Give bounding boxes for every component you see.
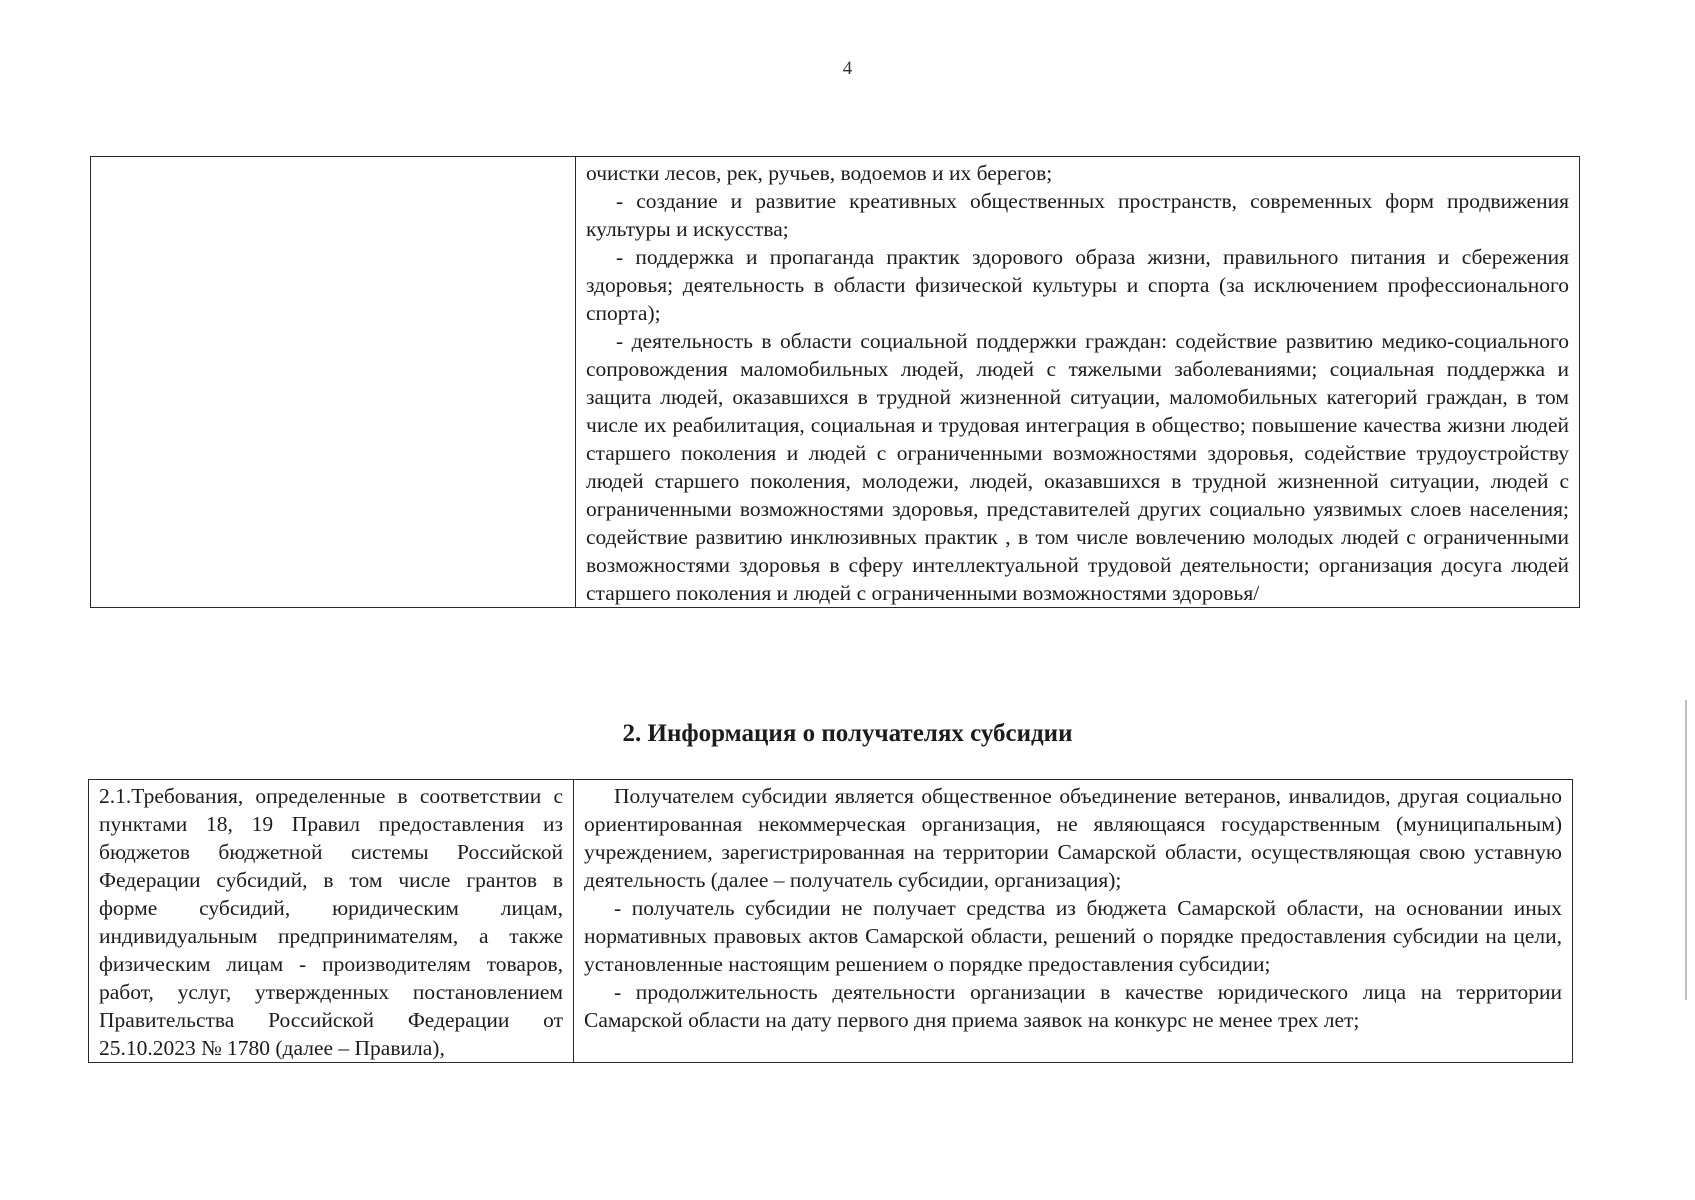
table-cell-activities xyxy=(576,157,1580,608)
paragraph: - создание и развитие креативных общественных пространств, современных форм продвижения культуры и искусства; xyxy=(586,189,1569,241)
scan-edge-line xyxy=(1685,700,1687,1000)
paragraph: очистки лесов, рек, ручьев, водоемов и их берегов; xyxy=(586,161,1053,185)
page-number: 4 xyxy=(842,58,853,79)
paragraph: - поддержка и пропаганда практик здорового образа жизни, правильного питания и сбережения здоровья; деятельность в области физической культуры и спорта (за исключением профессионального спорта); xyxy=(586,245,1569,325)
paragraph: - получатель субсидии не получает средства из бюджета Самарской области, на основании иных нормативных правовых актов Самарской области, решений о порядке предоставления субсидии на цели, установленные настоящим решением о порядке предоставления субсидии; xyxy=(584,896,1562,976)
table-row xyxy=(91,157,1580,608)
table-row xyxy=(89,780,1573,1063)
recipient-info-cell xyxy=(574,780,1573,1063)
section-heading: 2. Информация о получателях субсидии xyxy=(622,720,1073,747)
paragraph: - деятельность в области социальной поддержки граждан: содействие развитию медико-социального сопровождения маломобильных людей, людей с тяжелыми заболеваниями; социальная поддержка и защита людей, оказавшихся в трудной жизненной ситуации, маломобильных категорий граждан, в том числе их реабилитация, социальная и трудовая интеграция в общество; повышение качества жизни людей старшего поколения и людей с ограниченными возможностями здоровья, содействие трудоустройству людей старшего поколения, молодежи, людей, оказавшихся в трудной жизненной ситуации, людей с ограниченными возможностями здоровья, представителей других социально уязвимых слоев населения; содействие развитию инклюзивных практик , в том числе вовлечению молодых людей с ограниченными возможностями здоровья в сферу интеллектуальной трудовой деятельности; организация досуга людей старшего поколения и людей с ограниченными возможностями здоровья/ xyxy=(586,329,1569,605)
paragraph: 2.1.Требования, определенные в соответствии с пунктами 18, 19 Правил предоставления из бюджетов бюджетной системы Российской Федерации субсидий, в том числе грантов в форме субсидий, юридическим лицам, индивидуальным предпринимателям, а также физическим лицам - производителям товаров, работ, услуг, утвержденных постановлением Правительства Российской Федерации от 25.10.2023 № 1780 (далее – Правила), xyxy=(99,784,563,1060)
table-cell-left-empty xyxy=(91,157,576,608)
table-continuation xyxy=(90,156,1580,608)
paragraph: - продолжительность деятельности организации в качестве юридического лица на территории Самарской области на дату первого дня приема заявок на конкурс не менее трех лет; xyxy=(584,980,1562,1032)
recipients-table xyxy=(88,779,1573,1063)
paragraph: Получателем субсидии является общественное объединение ветеранов, инвалидов, другая социально ориентированная некоммерческая организация, не являющаяся государственным (муниципальным) учреждением, зарегистрированная на территории Самарской области, осуществляющая свою уставную деятельность (далее – получатель субсидии, организация); xyxy=(584,784,1562,892)
requirements-cell xyxy=(89,780,574,1063)
